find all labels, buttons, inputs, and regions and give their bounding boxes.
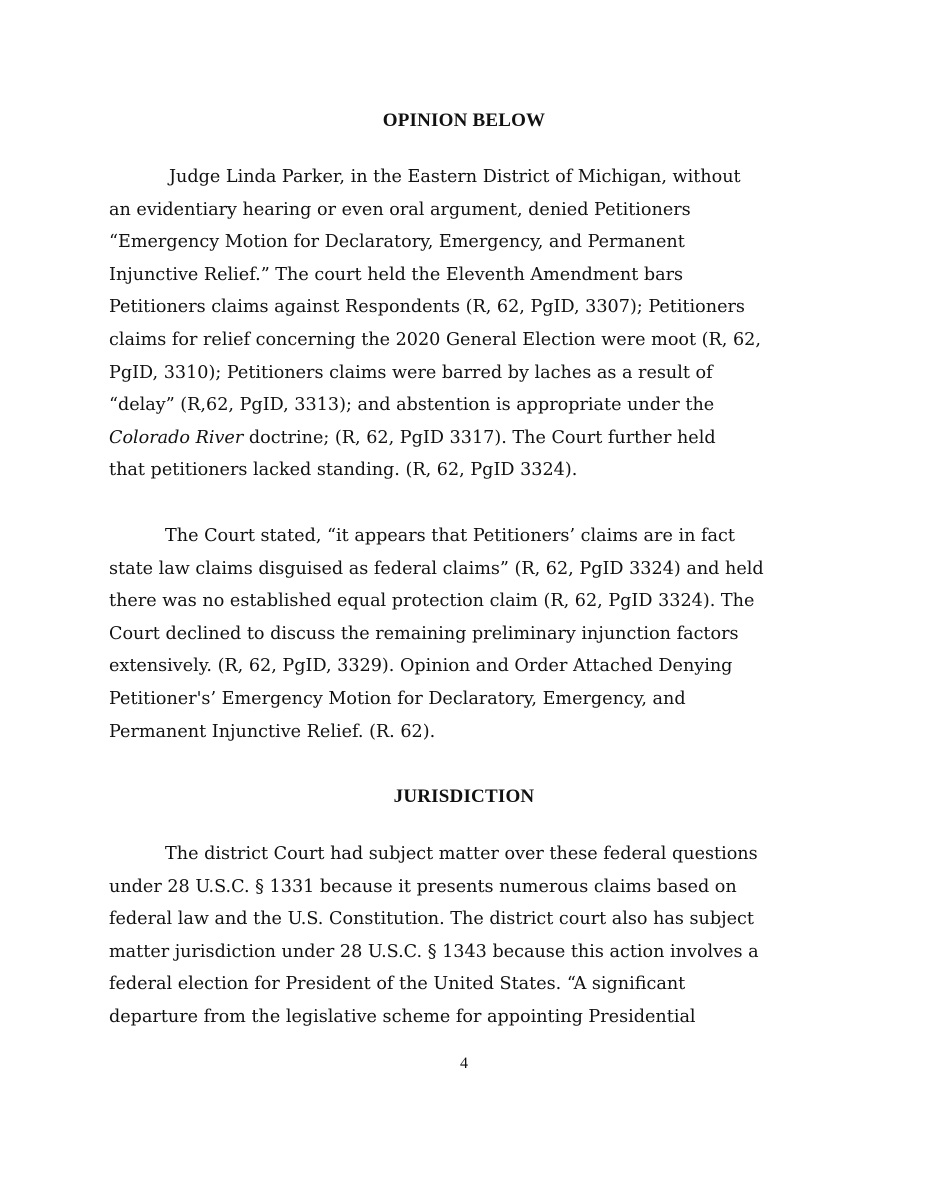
text-line: extensively. (R, 62, PgID, 3329). Opinion and Order Attached Denying bbox=[109, 656, 733, 677]
text-line: “delay” (R,62, PgID, 3313); and abstention is appropriate under the bbox=[109, 395, 715, 416]
text-line: Judge Linda Parker, in the Eastern District of Michigan, without bbox=[169, 167, 741, 187]
text-line: claims for relief concerning the 2020 General Election were moot (R, 62, bbox=[109, 329, 761, 350]
text-line: Court declined to discuss the remaining preliminary injunction factors bbox=[109, 623, 739, 644]
text-line: PgID, 3310); Petitioners claims were barred by laches as a result of bbox=[109, 362, 713, 383]
text-line: federal law and the U.S. Constitution. The district court also has subject bbox=[109, 909, 754, 930]
section-heading-opinion-below: OPINION BELOW bbox=[382, 110, 546, 131]
text-line: The district Court had subject matter over these federal questions bbox=[165, 844, 758, 864]
text-line-remainder: doctrine; (R, 62, PgID 3317). The Court further held bbox=[243, 427, 716, 448]
text-line: state law claims disguised as federal claims” (R, 62, PgID 3324) and held bbox=[109, 558, 764, 579]
jurisdiction-paragraph bbox=[109, 838, 829, 1034]
text-line: that petitioners lacked standing. (R, 62, PgID 3324). bbox=[109, 460, 578, 481]
text-line: under 28 U.S.C. § 1331 because it presents numerous claims based on bbox=[109, 876, 737, 897]
text-line: Petitioners claims against Respondents (R, 62, PgID, 3307); Petitioners bbox=[109, 297, 745, 318]
opinion-paragraph-1 bbox=[109, 161, 829, 487]
case-name-italic: Colorado River bbox=[109, 427, 244, 448]
text-line: Permanent Injunctive Relief. (R. 62). bbox=[109, 721, 436, 742]
text-line-with-case-name bbox=[109, 422, 829, 455]
text-line: “Emergency Motion for Declaratory, Emergency, and Permanent bbox=[109, 232, 685, 253]
text-line: Petitioner's’ Emergency Motion for Declaratory, Emergency, and bbox=[109, 688, 686, 709]
text-line: federal election for President of the United States. “A significant bbox=[109, 974, 686, 995]
text-line: Injunctive Relief.” The court held the Eleventh Amendment bars bbox=[109, 264, 684, 285]
text-line: departure from the legislative scheme for appointing Presidential bbox=[109, 1006, 696, 1027]
page-number: 4 bbox=[460, 1055, 468, 1072]
opinion-paragraph-2 bbox=[109, 520, 829, 748]
text-line: matter jurisdiction under 28 U.S.C. § 1343 because this action involves a bbox=[109, 941, 759, 962]
text-line: there was no established equal protection claim (R, 62, PgID 3324). The bbox=[109, 591, 755, 612]
text-line: an evidentiary hearing or even oral argument, denied Petitioners bbox=[109, 199, 691, 220]
text-line: The Court stated, “it appears that Petitioners’ claims are in fact bbox=[165, 526, 735, 546]
section-heading-jurisdiction: JURISDICTION bbox=[393, 786, 535, 807]
